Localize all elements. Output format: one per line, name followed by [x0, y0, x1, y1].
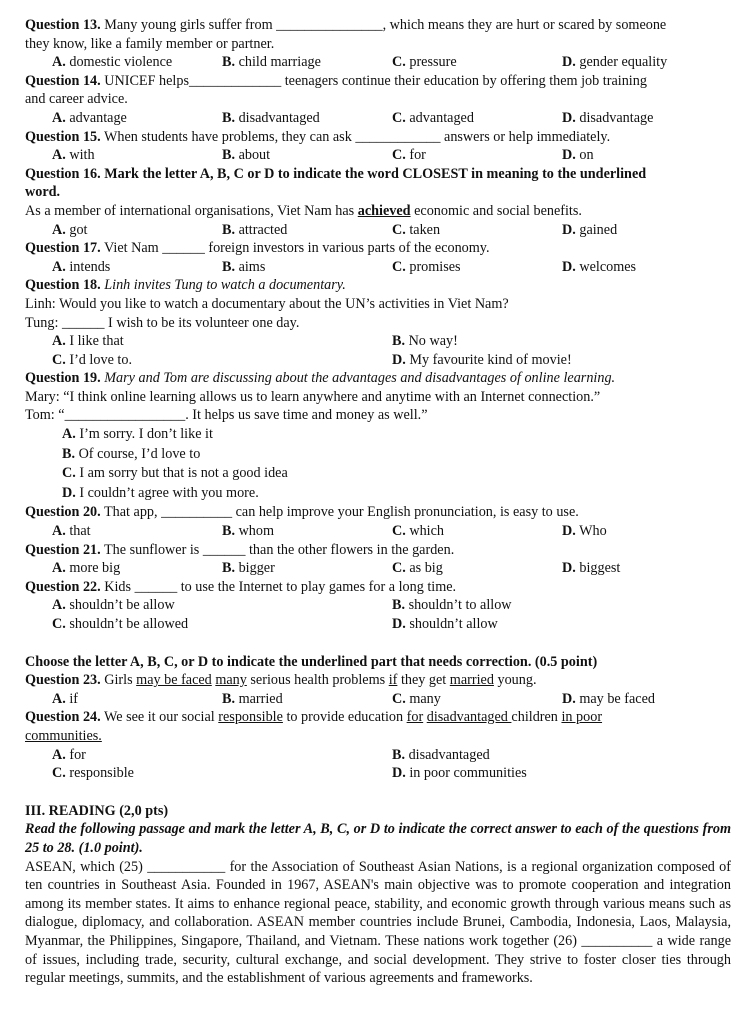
question-number: Question 20. [25, 504, 101, 521]
options-row [25, 109, 731, 128]
option-c: C. I’d love to. [52, 351, 132, 368]
option-d: D. I couldn’t agree with you more. [62, 484, 259, 501]
question-22 [25, 578, 731, 597]
question-text: serious health problems [246, 672, 389, 689]
reading-instruction: Read the following passage and mark the letter A, B, C, or D to indicate the correct answer to each of the questions from 25 to 28. (1.0 point). [25, 821, 731, 856]
question-19 [25, 369, 731, 388]
underlined-word: achieved [357, 202, 411, 219]
option-a: A. if [52, 690, 79, 707]
dialogue-line: Linh: Would you like to watch a documentary about the UN’s activities in Viet Nam? [25, 295, 509, 312]
question-text: Many young girls suffer from [100, 17, 277, 33]
question-number: Question 14. [25, 72, 101, 89]
option-b: B. disadvantaged [392, 746, 490, 763]
question-14 [25, 72, 731, 91]
question-text: We see it our social [100, 709, 219, 726]
question-number: Question 23. [25, 672, 101, 689]
question-number: Question 22. [25, 578, 101, 595]
answer-blank: ____________ [355, 128, 441, 145]
dialogue-text: I wish to be its volunteer one day. [104, 314, 300, 331]
question-text: teenagers continue their education by offering them job training [281, 72, 647, 89]
options-row [25, 615, 731, 634]
underlined-part: communities. [25, 727, 102, 744]
options-row [25, 746, 731, 765]
option-c: C. shouldn’t be allowed [52, 616, 189, 632]
option-c: C. as big [392, 560, 443, 577]
question-text: When students have problems, they can ask [100, 128, 356, 145]
dialogue-line: Mary: “I think online learning allows us to learn anywhere and anytime with an Internet connection.” [25, 388, 601, 405]
option-c: C. taken [392, 221, 441, 238]
exam-page [25, 16, 731, 988]
question-text-continued: and career advice. [25, 91, 128, 108]
option-d: D. My favourite kind of movie! [392, 351, 572, 368]
question-13 [25, 16, 731, 35]
dialogue-line [25, 314, 731, 333]
underlined-part: married [449, 672, 494, 689]
option-d: D. biggest [562, 560, 621, 577]
passage-text: for the Association of Southeast Asian Nations, is a regional organization composed of ten countries in Southeast Asia. Founded in 1967, ASEAN's main objective was to promote cooperation and integration among its member states. It aims to enhance regional peace, stability, and economic growth through various means such as dialogue, diplomacy, and collaboration. ASEAN member countries include Brunei, Cambodia, Indonesia, Laos, Malaysia, Myanmar, the Philippines, Singapore, Thailand, and Vietnam. These nations work together (26) [25, 858, 731, 949]
option-c: C. for [392, 147, 426, 164]
option-a: A. I’m sorry. I don’t like it [62, 426, 213, 443]
option-c: C. I am sorry but that is not a good idea [62, 465, 288, 482]
question-text: That app, [100, 504, 162, 521]
question-24 [25, 708, 731, 727]
dialogue-line [25, 406, 731, 425]
section-heading: Choose the letter A, B, C, or D to indicate the underlined part that needs correction. (0.5 point) [25, 653, 598, 670]
passage-text: ASEAN, which (25) [25, 858, 148, 875]
question-number: Question 21. [25, 541, 101, 558]
question-number: Question 16. [25, 165, 101, 182]
question-23 [25, 671, 731, 690]
option-c: C. advantaged [392, 109, 474, 126]
question-text: economic and social benefits. [410, 202, 582, 219]
option-a: A. domestic violence [52, 54, 173, 71]
question-text: than the other flowers in the garden. [245, 541, 455, 558]
question-text: The sunflower is [100, 541, 203, 558]
option-d: D. may be faced [562, 690, 655, 707]
option-d: D. gained [562, 221, 618, 238]
question-text: children [511, 709, 562, 726]
question-text: can help improve your English pronunciation, is easy to use. [232, 504, 579, 521]
question-text: foreign investors in various parts of the economy. [204, 240, 490, 257]
options-row [25, 690, 731, 709]
answer-blank: __________ [161, 504, 233, 521]
option-a: A. with [52, 147, 95, 164]
option-a: A. got [52, 221, 88, 238]
question-text: As a member of international organisations, Viet Nam has [25, 202, 358, 219]
underlined-part: may be faced [136, 672, 212, 689]
option-b: B. child marriage [222, 54, 321, 71]
options-row [25, 332, 731, 351]
underlined-part: many [215, 672, 247, 689]
question-text: young. [493, 672, 537, 689]
option-d: D. Who [562, 523, 607, 540]
question-17 [25, 239, 731, 258]
question-text: UNICEF helps [100, 72, 189, 89]
option-a: A. intends [52, 258, 111, 275]
question-text: answers or help immediately. [440, 128, 611, 145]
question-number: Question 18. [25, 277, 101, 294]
question-text: to use the Internet to play games for a long time. [177, 578, 457, 595]
question-text: Girls [100, 672, 137, 689]
underlined-part: disadvantaged [426, 709, 512, 726]
options-row [25, 146, 731, 165]
option-a: A. advantage [52, 109, 127, 126]
question-instruction: Mark the letter A, B, C or D to indicate the word CLOSEST in meaning to the underlined [100, 165, 647, 182]
speaker-label: Tom: “ [25, 407, 65, 424]
question-21 [25, 541, 731, 560]
options-row [25, 559, 731, 578]
reading-passage [25, 858, 731, 988]
option-a: A. shouldn’t be allow [52, 597, 175, 614]
question-number: Question 19. [25, 370, 101, 387]
options-row [25, 596, 731, 615]
question-number: Question 13. [25, 17, 101, 33]
dialogue-text: . It helps us save time and money as well.” [185, 407, 428, 424]
speaker-label: Tung: [25, 314, 62, 331]
option-a: A. I like that [52, 333, 124, 350]
option-b: B. attracted [222, 221, 288, 238]
question-sentence [25, 202, 731, 221]
question-text: they get [397, 672, 450, 689]
option-a: A. more big [52, 560, 121, 577]
spacer [25, 783, 731, 802]
option-b: B. whom [222, 523, 275, 540]
option-b: B. No way! [392, 333, 458, 350]
options-row [25, 53, 731, 72]
question-number: Question 17. [25, 240, 101, 257]
answer-blank: ______ [134, 578, 178, 595]
passage-text: a wide range of issues, including trade, security, cultural exchange, and social development. They strive to foster closer ties through regular meetings, summits, and the establishment of various agreements and frameworks. [25, 932, 731, 987]
question-18 [25, 276, 731, 295]
options-list [25, 425, 731, 503]
option-b: B. Of course, I’d love to [62, 445, 201, 462]
question-15 [25, 128, 731, 147]
spacer [25, 634, 731, 653]
option-d: D. welcomes [562, 258, 637, 275]
option-d: D. in poor communities [392, 765, 527, 782]
options-row [25, 522, 731, 541]
option-d: D. shouldn’t allow [392, 616, 498, 632]
answer-blank: _________________ [64, 407, 186, 424]
question-text-continued: they know, like a family member or partner. [25, 35, 275, 52]
answer-blank: ______ [202, 541, 246, 558]
option-a: A. that [52, 523, 91, 540]
question-number: Question 24. [25, 709, 101, 726]
option-d: D. disadvantage [562, 109, 654, 126]
option-b: B. shouldn’t to allow [392, 597, 512, 614]
underlined-part: in poor [561, 709, 603, 726]
answer-blank: __________ [581, 932, 653, 949]
options-row [25, 764, 731, 783]
question-text: Kids [100, 578, 135, 595]
option-a: A. for [52, 746, 86, 763]
underlined-part: responsible [218, 709, 283, 726]
question-16 [25, 165, 731, 184]
option-c: C. which [392, 523, 445, 540]
option-b: B. disadvantaged [222, 109, 320, 126]
question-20 [25, 503, 731, 522]
question-text: Viet Nam [100, 240, 163, 257]
options-row [25, 258, 731, 277]
question-text: , which means they are hurt or scared by someone [382, 17, 667, 33]
option-b: B. married [222, 690, 283, 707]
option-b: B. aims [222, 258, 266, 275]
option-c: C. promises [392, 258, 461, 275]
options-row [25, 221, 731, 240]
answer-blank: ______ [61, 314, 105, 331]
question-text: to provide education [282, 709, 407, 726]
option-c: C. responsible [52, 765, 134, 782]
question-instruction-continued: word. [25, 184, 61, 201]
option-b: B. about [222, 147, 271, 164]
answer-blank: _______________ [276, 17, 383, 33]
answer-blank: ______ [162, 240, 205, 257]
answer-blank: ___________ [147, 858, 226, 875]
option-d: D. gender equality [562, 54, 668, 71]
underlined-part: for [406, 709, 424, 726]
question-context: Mary and Tom are discussing about the advantages and disadvantages of online learning. [100, 370, 616, 387]
options-row [25, 351, 731, 370]
answer-blank: _____________ [188, 72, 282, 89]
underlined-part: if [388, 672, 398, 689]
option-b: B. bigger [222, 560, 275, 577]
reading-heading: III. READING (2,0 pts) [25, 802, 169, 819]
option-d: D. on [562, 147, 594, 164]
option-c: C. pressure [392, 54, 457, 71]
question-context: Linh invites Tung to watch a documentary. [100, 277, 346, 294]
question-number: Question 15. [25, 128, 101, 145]
option-c: C. many [392, 690, 441, 707]
